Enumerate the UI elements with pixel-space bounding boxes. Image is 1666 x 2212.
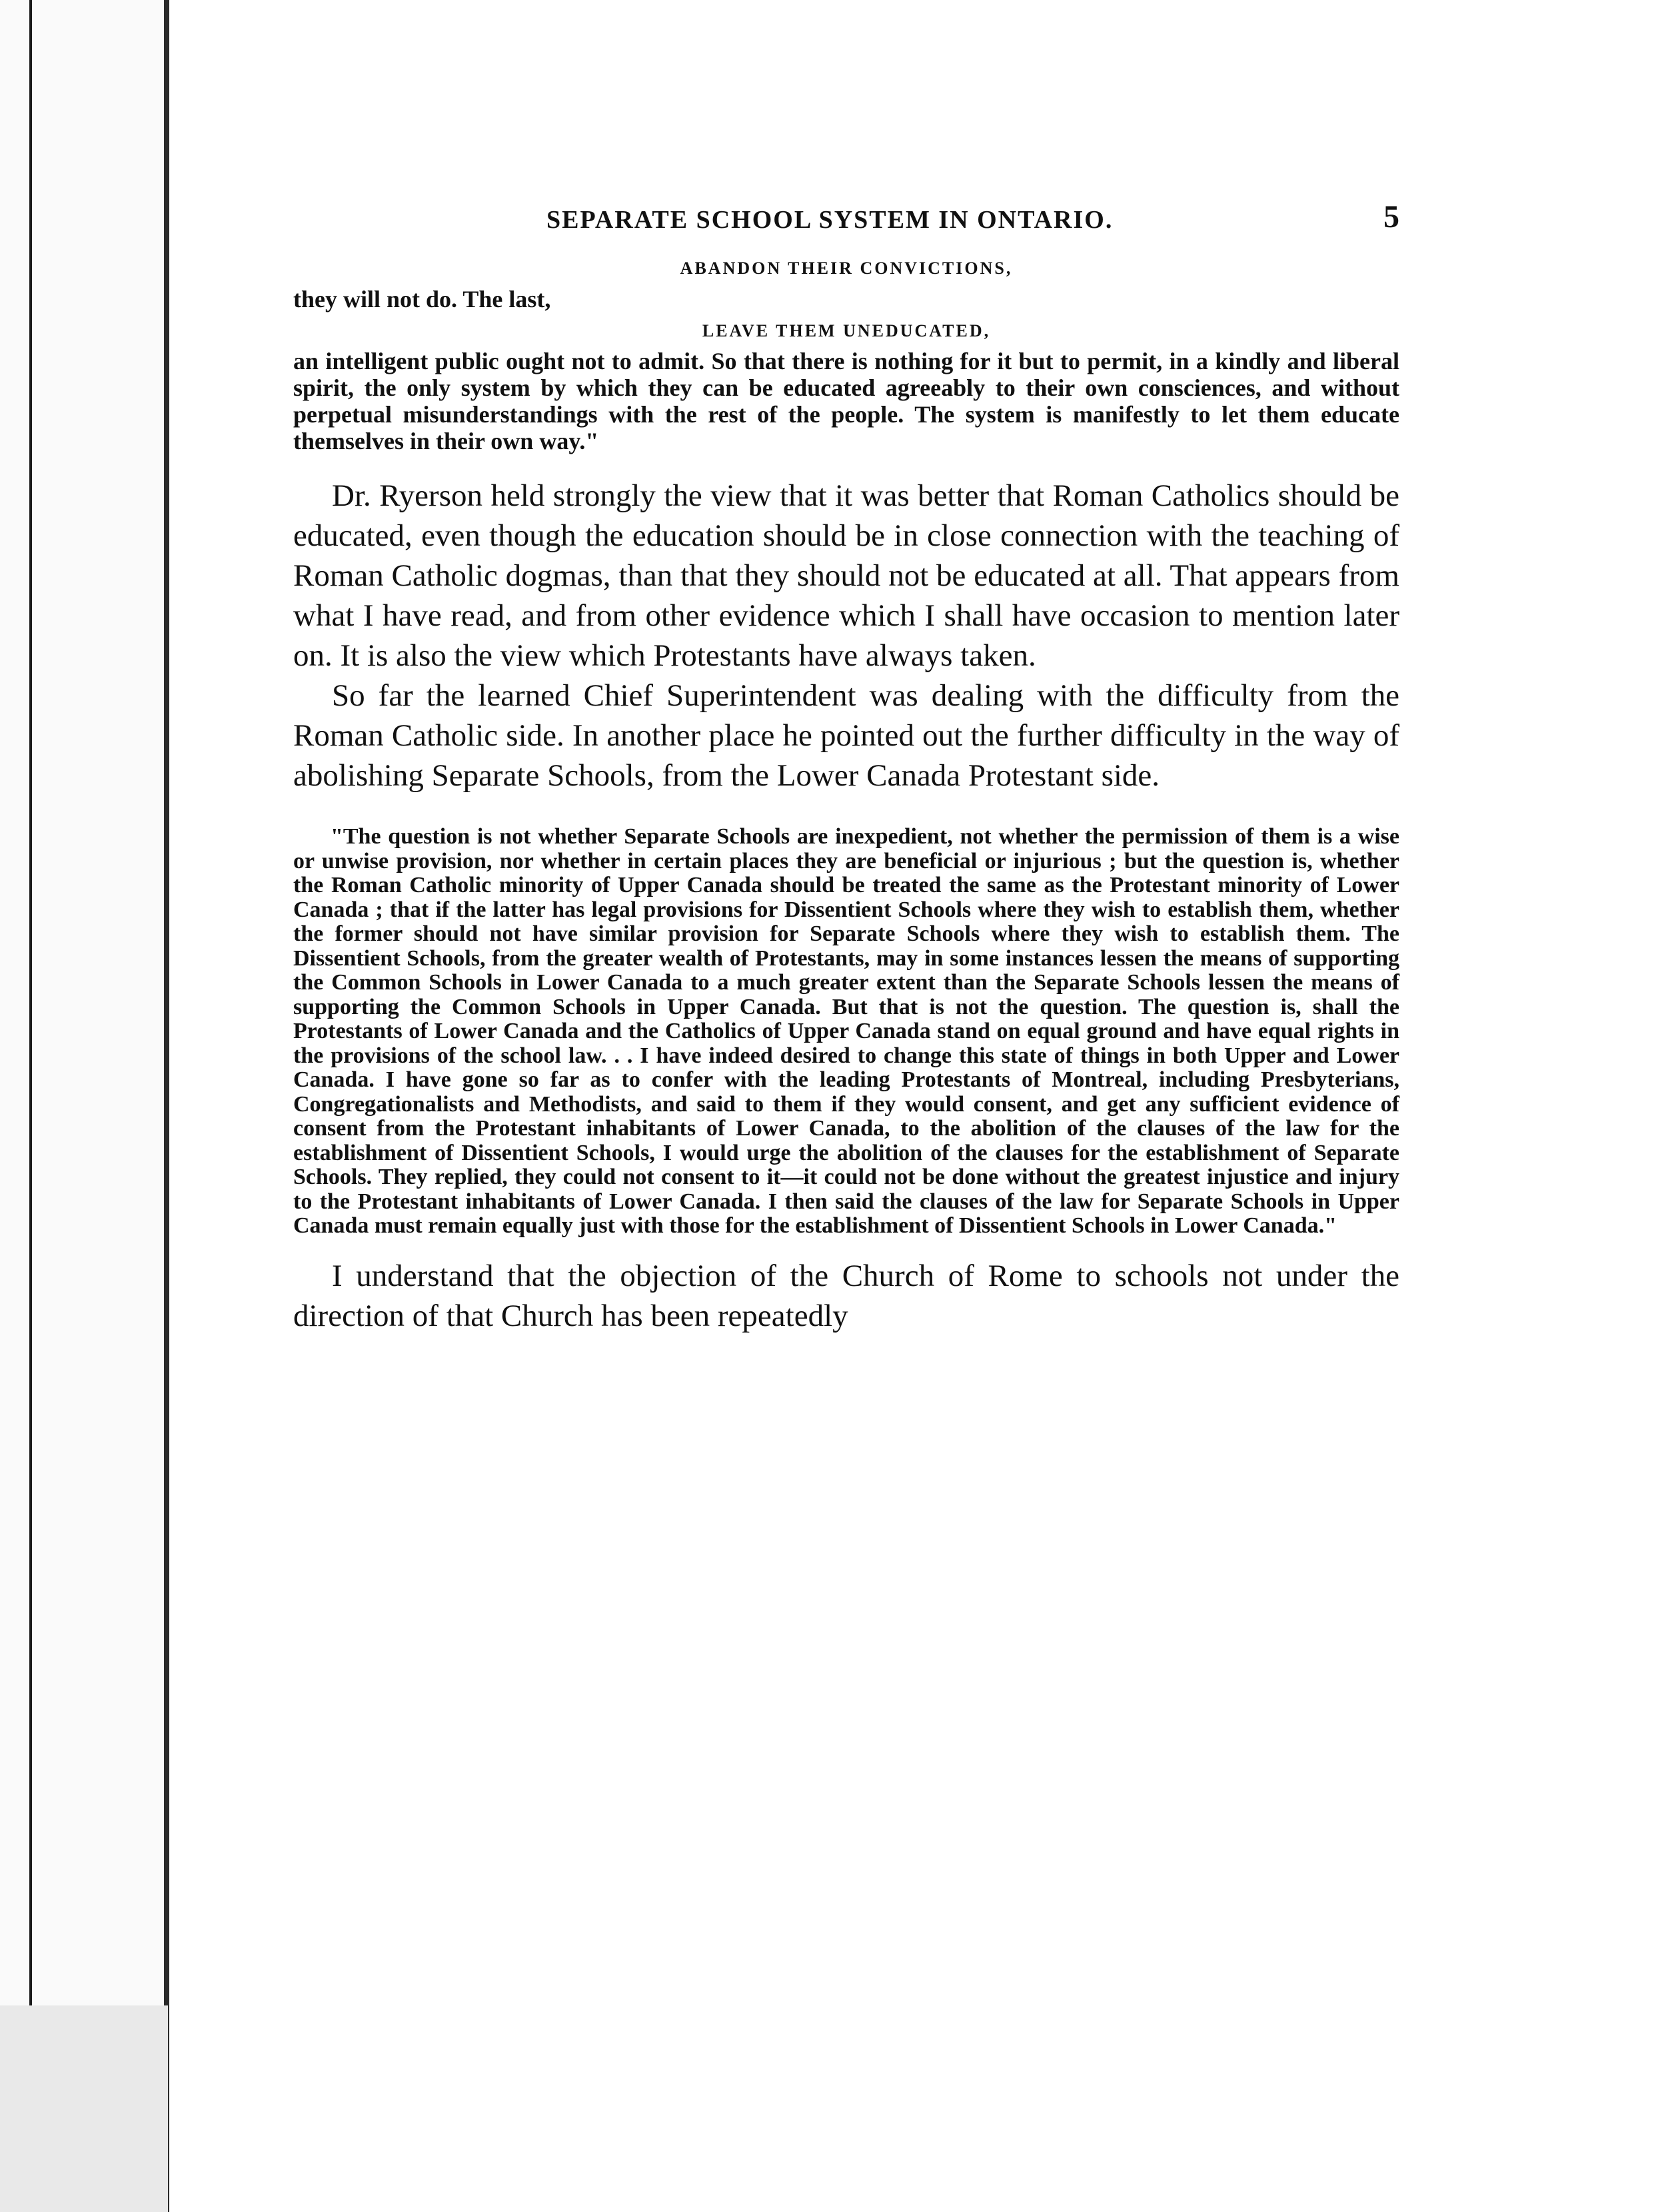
book-page: [293, 193, 1399, 2125]
running-title: SEPARATE SCHOOL SYSTEM IN ONTARIO.: [546, 206, 1114, 234]
body-paragraph-superintendent: So far the learned Chief Superintendent was dealing with the difficulty from the Roman Catholic side. In another place he pointed out the further difficulty in the way of abolishing Separate Schools, from the Lower Canada Protestant side.: [293, 678, 1399, 793]
quote-top-paragraph: an intelligent public ought not to admit. So that there is nothing for it but to permit, in a kindly and liberal spirit, the only system by which they can be educated agreeably to their own consciences, and without perpetual misunderstandings with the rest of the people. The system is manifestly to let them educate themselves in their own way.": [293, 348, 1399, 454]
quote-main-paragraph: "The question is not whether Separate Schools are inexpedient, not whether the permission of them is a wise or unwise provision, nor whether in certain places they are beneficial or injurious ; but the question is, whether the Roman Catholic minority of Upper Canada should be treated the same as the Protestant minority of Lower Canada ; that if the latter has legal provisions for Dissentient Schools where they wish to establish them, whether the former should not have similar provision for Separate Schools where they wish to establish them. The Dissentient Schools, from the greater wealth of Protestants, may in some instances lessen the means of supporting the Common Schools in Lower Canada to a much greater extent than the Separate Schools lessen the means of supporting the Common Schools in Upper Canada. But that is not the question. The question is, shall the Protestants of Lower Canada and the Catholics of Upper Canada stand on equal ground and have equal rights in the provisions of the school law. . . I have indeed desired to change this state of things in both Upper and Lower Canada. I have gone so far as to confer with the leading Protestants of Montreal, including Presbyterians, Congregationalists and Methodists, and said to them if they would consent, and get any sufficient evidence of consent from the Protestant inhabitants of Lower Canada, to the abolition of the clauses of the law for the establishment of Dissentient Schools, I would urge the abolition of the clauses for the establishment of Separate Schools. They replied, they could not consent to it—it could not be done without the greatest injustice and injury to the Protestant inhabitants of Lower Canada. I then said the clauses of the law for Separate Schools in Upper Canada must remain equally just with those for the establishment of Dissentient Schools in Lower Canada.": [293, 824, 1399, 1238]
spine-edge-line: [29, 0, 32, 2212]
page-edge-line: [164, 0, 169, 2212]
page-number: 5: [1383, 199, 1399, 235]
book-gutter: [0, 0, 168, 2212]
quote-heading-abandon: ABANDON THEIR CONVICTIONS,: [680, 259, 1013, 278]
quote-heading-leave: LEAVE THEM UNEDUCATED,: [702, 321, 991, 340]
body-paragraph-ryerson: Dr. Ryerson held strongly the view that it was better that Roman Catholics should be educated, even though the education should be in close connection with the teaching of Roman Catholic dogmas, than that they should not be educated at all. That appears from what I have read, and from other evidence which I shall have occasion to mention later on. It is also the view which Protestants have always taken.: [293, 478, 1399, 673]
quote-line-they-will-not-do: they will not do. The last,: [293, 286, 551, 312]
closing-paragraph: I understand that the objection of the Church of Rome to schools not under the direction of that Church has been repeatedly: [293, 1258, 1399, 1333]
cover-board: [0, 2005, 168, 2212]
running-head: [293, 193, 1399, 253]
